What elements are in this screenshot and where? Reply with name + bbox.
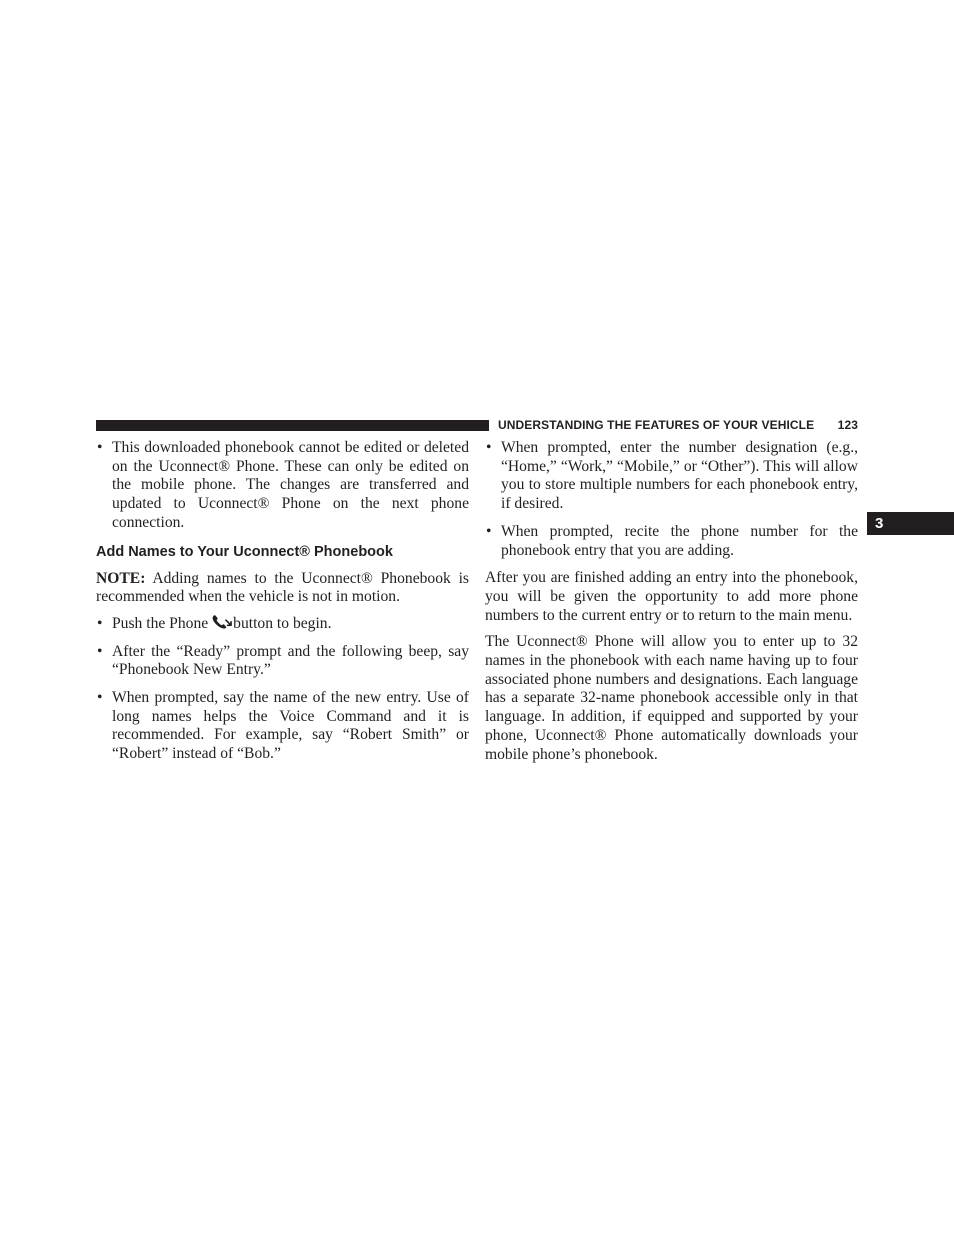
- list-item: [96, 439, 469, 533]
- list-item-text: When prompted, recite the phone number for the phonebook entry that you are adding.: [501, 522, 858, 559]
- body-paragraph: The Uconnect® Phone will allow you to enter up to 32 names in the phonebook with each name having up to four associated phone numbers and designations. Each language has a separate 32-name phonebook accessible only in that language. In addition, if equipped and supported by your phone, Uconnect® Phone automatically downloads your mobile phone’s phonebook.: [485, 633, 858, 763]
- note-paragraph: [96, 570, 469, 607]
- body-paragraph: After you are finished adding an entry into the phonebook, you will be given the opportunity to add more phone numbers to the current entry or to return to the main menu.: [485, 569, 858, 624]
- list-item-text: After the “Ready” prompt and the following beep, say “Phonebook New Entry.”: [112, 642, 469, 679]
- list-item: [485, 523, 858, 560]
- bullet-dot: •: [486, 439, 492, 456]
- section-title: UNDERSTANDING THE FEATURES OF YOUR VEHICLE: [498, 418, 815, 432]
- bullet-dot: •: [97, 642, 103, 660]
- header-rule: [96, 420, 489, 431]
- list-item-text-after-icon: button to begin.: [233, 614, 332, 632]
- list-item: [96, 615, 469, 634]
- list-item: [96, 689, 469, 764]
- list-item-text-before-icon: Push the Phone: [112, 614, 209, 632]
- page-number: 123: [837, 418, 858, 432]
- section-heading: Add Names to Your Uconnect® Phonebook: [96, 543, 393, 560]
- chapter-tab: [867, 512, 954, 535]
- running-header: [498, 418, 858, 432]
- left-column: [96, 439, 469, 773]
- phone-handset-icon: [211, 615, 232, 629]
- bullet-dot: •: [97, 614, 103, 632]
- note-label: NOTE:: [96, 569, 146, 587]
- chapter-number: 3: [875, 515, 884, 532]
- list-item-text: When prompted, say the name of the new entry. Use of long names helps the Voice Command and it is recommended. For example, say “Robert Smith” or “Robert” instead of “Bob.”: [112, 689, 469, 763]
- list-item-text: This downloaded phonebook cannot be edited or deleted on the Uconnect® Phone. These can only be edited on the mobile phone. The changes are transferred and updated to Uconnect® Phone on the next phone connection.: [112, 439, 469, 531]
- bullet-dot: •: [486, 522, 492, 540]
- list-item: [96, 643, 469, 680]
- list-item-text: When prompted, enter the number designation (e.g., “Home,” “Work,” “Mobile,” or “Other”). This will allow you to store multiple numbers for each phonebook entry, if desired.: [501, 439, 858, 513]
- right-column: [485, 439, 858, 772]
- list-item: [485, 439, 858, 514]
- bullet-dot: •: [97, 439, 103, 456]
- note-text: Adding names to the Uconnect® Phonebook is recommended when the vehicle is not in motion.: [96, 569, 469, 606]
- bullet-dot: •: [97, 689, 103, 707]
